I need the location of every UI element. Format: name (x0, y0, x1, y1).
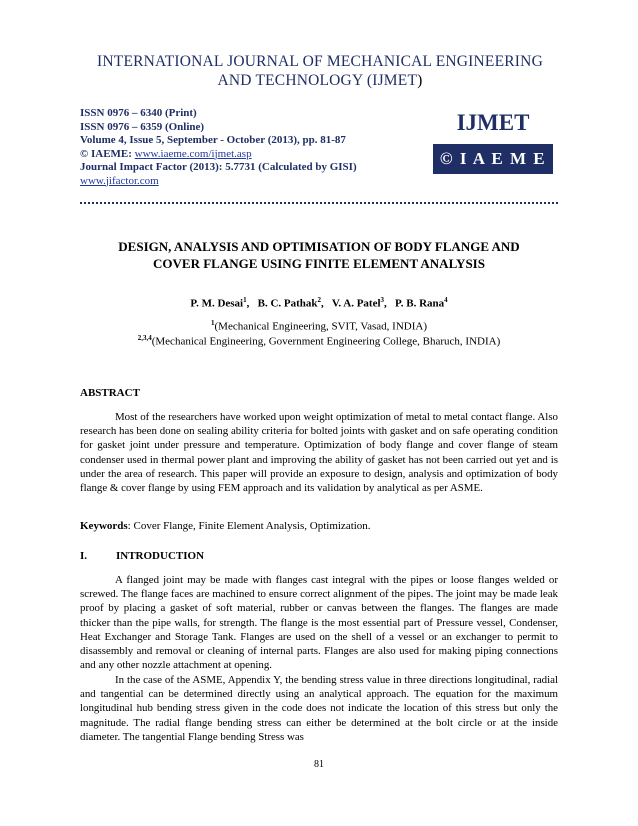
journal-title-line2-suffix: ) (417, 72, 423, 89)
author-sup: 2 (317, 296, 322, 304)
paper-title-line2: COVER FLANGE USING FINITE ELEMENT ANALYSIS (153, 256, 485, 271)
keywords-text: : Cover Flange, Finite Element Analysis, Optimization. (127, 520, 371, 532)
author-name: P. M. Desai (190, 297, 244, 310)
dotted-divider (80, 198, 558, 204)
ijmet-logo (433, 108, 553, 176)
author-name: V. A. Patel (331, 297, 381, 310)
keywords (80, 520, 371, 532)
logo-iaeme-text: © I A E M E (433, 144, 553, 174)
issn-print: ISSN 0976 – 6340 (Print) (80, 107, 197, 119)
affiliation-2-sup: 2,3,4 (137, 334, 152, 342)
jifactor-link[interactable]: www.jifactor.com (80, 174, 159, 187)
author-sup: 3 (380, 296, 385, 304)
journal-title-line2-prefix: AND TECHNOLOGY ( (217, 72, 373, 89)
journal-title-line2 (70, 71, 570, 90)
abstract-heading: ABSTRACT (80, 387, 140, 399)
page-number: 81 (314, 759, 324, 770)
affiliation-2 (80, 334, 558, 348)
affiliation-1 (80, 319, 558, 333)
journal-title (70, 52, 570, 90)
author-sup: 4 (444, 296, 448, 304)
journal-title-line1: INTERNATIONAL JOURNAL OF MECHANICAL ENGINEERING (97, 53, 543, 70)
volume-info: Volume 4, Issue 5, September - October (2013), pp. 81-87 (80, 134, 346, 146)
intro-paragraph-1: A flanged joint may be made with flanges cast integral with the pipes or loose flanges welded or screwed. The flange faces are machined to ensure correct alignment of the pipes. The joint may be made leak proof by placing a gasket of soft material, rubber or canvas between the flanges. The flanges are made thicker than the pipe walls, for strength. The flange is the most essential part of Pressure vessel, Condenser, Heat Exchanger and Storage Tank. Flanges are used on the shell of a vessel or an exchanger to permit to disassembly and removal or cleaning of internal parts. Flanges are also used for making piping connections and any other nozzle attachment at opening. (80, 574, 558, 672)
copyright-prefix: © IAEME: (80, 147, 135, 160)
section-title: INTRODUCTION (116, 550, 205, 562)
issn-online: ISSN 0976 – 6359 (Online) (80, 120, 205, 133)
intro-paragraph-2: In the case of the ASME, Appendix Y, the bending stress value in three directions longitudinal, radial and tangential can be determined directly using an analytical approach. The equation for the maximum longitudinal hub bending stress given in the code does not indicate the location of this stress but only the magnitude. The radial flange bending stress can either be determined at the bolt circle or at the inside diameter. The tangential Flange bending Stress was (80, 674, 558, 743)
paper-title-line1: DESIGN, ANALYSIS AND OPTIMISATION OF BODY FLANGE AND (118, 239, 520, 254)
iaeme-link[interactable]: www.iaeme.com/ijmet.asp (134, 147, 252, 160)
abstract-text: Most of the researchers have worked upon weight optimization of metal to metal contact flange. Also research has been done on sealing ability criteria for bolted joints with gasket and on safe operating condition for gasket joint under pressure and temperature. Optimization of body flange and cover flange of steam condenser used in thermal power plant and improving the ability of gasket has not been carried out yet and is under the area of research. This paper will provide an exposure to design, analysis and optimization of body flange & cover flange by using FEM approach and its validation by analytical as per ASME. (80, 411, 558, 495)
keywords-label: Keywords (80, 520, 128, 532)
copyright-line (80, 148, 420, 162)
affiliation-2-text: (Mechanical Engineering, Government Engineering College, Bharuch, INDIA) (151, 335, 501, 348)
section-number: I. (80, 550, 88, 562)
paper-title (80, 238, 558, 272)
affiliation-1-sup: 1 (211, 319, 215, 327)
journal-info-block (80, 107, 420, 188)
logo-ijmet-text: IJMET (456, 110, 530, 135)
impact-factor: Journal Impact Factor (2013): 5.7731 (Calculated by GISI) (80, 161, 357, 173)
section-heading (80, 550, 204, 562)
author-name: P. B. Rana (395, 297, 445, 310)
author-sup: 1 (243, 296, 247, 304)
author-list: P. M. Desai$^1$, B. C. Pathak$^2$, V. A. Patel$^3$, P. B. Rana$^4$ (190, 296, 448, 310)
journal-abbr: IJMET (372, 72, 418, 89)
author-name: B. C. Pathak (257, 297, 318, 310)
affiliation-1-text: (Mechanical Engineering, SVIT, Vasad, INDIA) (214, 320, 427, 333)
